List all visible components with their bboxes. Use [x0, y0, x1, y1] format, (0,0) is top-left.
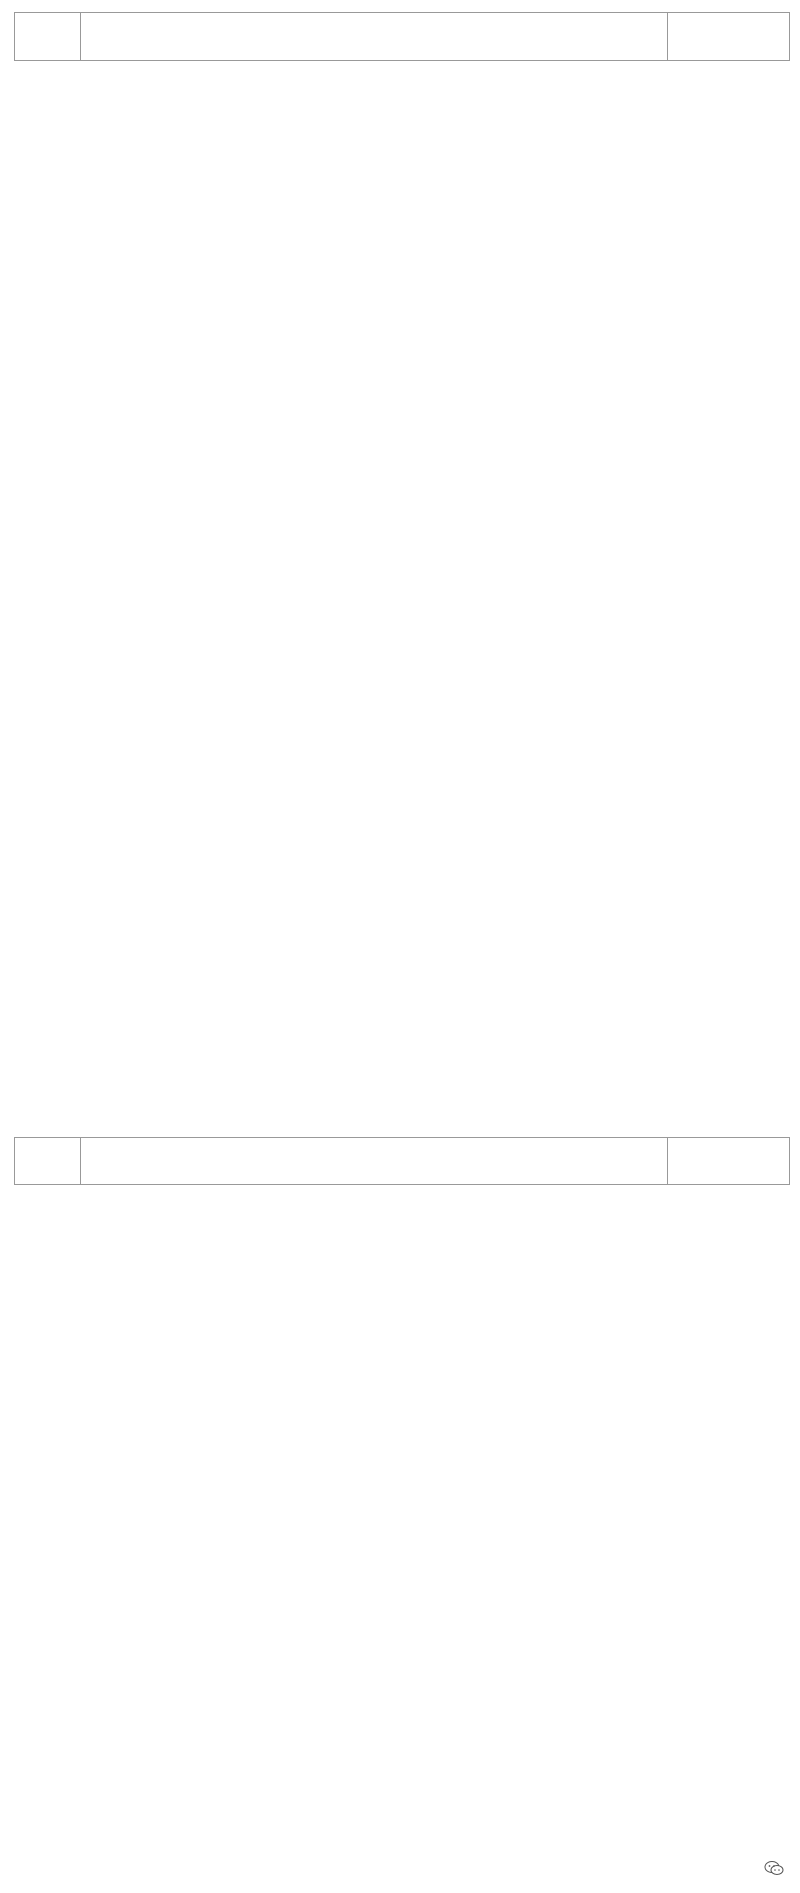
header-province [15, 13, 81, 61]
watermark [764, 1860, 790, 1876]
pilot-city-table-part1 [14, 12, 790, 61]
total-row [15, 1138, 790, 1185]
table-header-row [15, 13, 790, 61]
total-count [667, 1138, 789, 1185]
header-cities [81, 13, 668, 61]
total-label [15, 1138, 81, 1185]
header-count [667, 13, 789, 61]
pilot-city-table-part3 [14, 1137, 790, 1185]
wechat-icon [764, 1860, 784, 1876]
total-cities [81, 1138, 668, 1185]
